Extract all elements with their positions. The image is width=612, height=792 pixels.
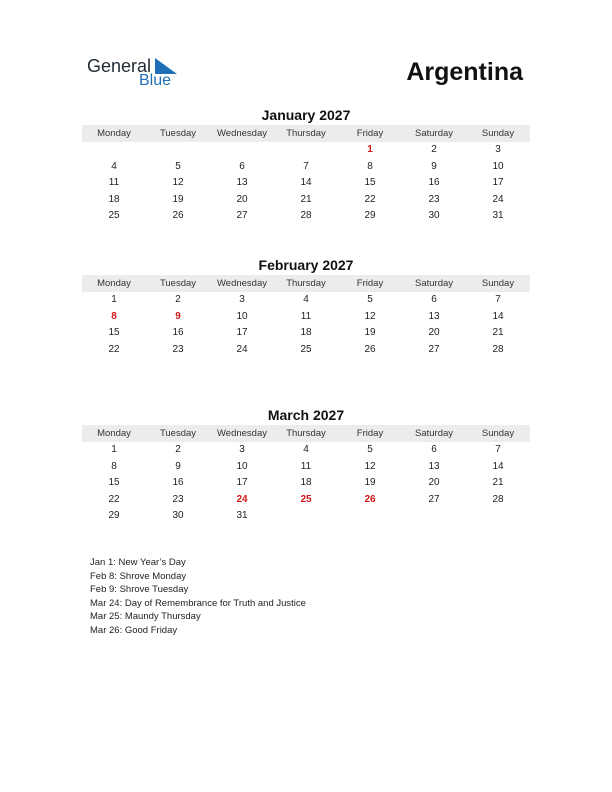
country-title: Argentina xyxy=(406,58,523,86)
day-cell: 13 xyxy=(428,460,440,472)
holiday-list-item: Mar 26: Good Friday xyxy=(90,624,178,636)
day-cell: 4 xyxy=(303,444,309,455)
day-cell: 17 xyxy=(236,477,248,488)
day-cell: 8 xyxy=(111,460,117,472)
holiday-day-cell: 8 xyxy=(111,310,117,322)
day-cell: 5 xyxy=(175,160,181,172)
weekday-label: Friday xyxy=(356,128,384,139)
day-cell xyxy=(146,142,210,159)
holiday-list-item: Mar 24: Day of Remembrance for Truth and Justice xyxy=(90,597,306,609)
day-cell: 24 xyxy=(236,343,248,355)
weekday-label: Sunday xyxy=(481,428,515,439)
holiday-day-cell: 24 xyxy=(236,493,248,505)
week-row xyxy=(82,475,530,492)
day-cell: 6 xyxy=(431,294,437,305)
day-cell: 3 xyxy=(495,144,501,155)
week-row xyxy=(82,208,530,225)
day-cell: 12 xyxy=(364,460,376,472)
day-cell: 6 xyxy=(431,444,437,455)
day-cell: 22 xyxy=(108,343,120,355)
day-cell: 1 xyxy=(111,294,117,305)
day-cell: 22 xyxy=(108,493,120,505)
month-title: January 2027 xyxy=(261,107,351,123)
weekday-label: Sunday xyxy=(481,128,515,139)
weekday-label: Thursday xyxy=(286,128,326,139)
month-title: February 2027 xyxy=(258,257,354,273)
day-cell: 28 xyxy=(492,493,504,505)
day-cell: 19 xyxy=(364,477,376,488)
day-cell: 8 xyxy=(367,160,373,172)
day-cell: 18 xyxy=(108,193,120,205)
day-cell: 14 xyxy=(492,310,504,322)
day-cell: 30 xyxy=(428,210,440,221)
day-cell: 13 xyxy=(236,177,248,188)
day-cell: 20 xyxy=(428,477,440,488)
day-cell: 4 xyxy=(111,160,117,172)
day-cell: 15 xyxy=(108,327,120,338)
weekday-label: Thursday xyxy=(286,278,326,289)
week-row xyxy=(82,142,530,159)
day-cell: 21 xyxy=(492,477,504,488)
holiday-list xyxy=(90,556,306,637)
week-row xyxy=(82,442,530,459)
weekday-label: Saturday xyxy=(414,278,454,289)
day-cell: 29 xyxy=(108,510,120,521)
weekday-label: Tuesday xyxy=(159,278,197,289)
day-cell: 6 xyxy=(239,160,245,172)
day-cell: 9 xyxy=(431,160,437,172)
week-row xyxy=(82,192,530,209)
day-cell xyxy=(210,142,274,159)
day-cell: 24 xyxy=(492,193,504,205)
holiday-list-item: Jan 1: New Year’s Day xyxy=(90,557,186,568)
weekday-label: Friday xyxy=(356,428,384,439)
day-cell: 12 xyxy=(172,177,184,188)
day-cell: 14 xyxy=(300,177,312,188)
weekday-label: Tuesday xyxy=(159,128,197,139)
day-cell: 21 xyxy=(492,327,504,338)
month-february xyxy=(82,256,530,358)
weekday-label: Wednesday xyxy=(217,278,267,289)
holiday-list-item: Feb 8: Shrove Monday xyxy=(90,570,187,582)
weekday-label: Monday xyxy=(97,128,131,139)
day-cell: 27 xyxy=(428,493,440,505)
day-cell: 7 xyxy=(495,444,501,455)
week-row xyxy=(82,492,530,509)
holiday-day-cell: 9 xyxy=(175,310,181,322)
day-cell: 5 xyxy=(367,444,373,455)
day-cell: 20 xyxy=(428,327,440,338)
day-cell: 23 xyxy=(428,193,440,205)
weekday-label: Friday xyxy=(356,278,384,289)
day-cell: 3 xyxy=(239,294,245,305)
day-cell: 23 xyxy=(172,343,184,355)
day-cell: 7 xyxy=(303,160,309,172)
day-cell: 16 xyxy=(172,327,184,338)
week-row xyxy=(82,292,530,309)
day-cell: 18 xyxy=(300,477,312,488)
day-cell: 14 xyxy=(492,460,504,472)
week-row xyxy=(82,459,530,476)
day-cell xyxy=(402,508,466,525)
weekday-label: Sunday xyxy=(481,278,515,289)
day-cell: 18 xyxy=(300,327,312,338)
weekday-label: Tuesday xyxy=(159,428,197,439)
day-cell: 5 xyxy=(367,294,373,305)
day-cell: 11 xyxy=(300,460,312,472)
day-cell: 16 xyxy=(172,477,184,488)
day-cell: 15 xyxy=(364,177,376,188)
day-cell xyxy=(338,508,402,525)
day-cell: 23 xyxy=(172,493,184,505)
day-cell: 27 xyxy=(428,343,440,355)
day-cell: 30 xyxy=(172,510,184,521)
holiday-day-cell: 1 xyxy=(367,144,373,155)
day-cell: 2 xyxy=(431,144,437,155)
day-cell: 22 xyxy=(364,193,376,205)
day-cell: 19 xyxy=(364,327,376,338)
weekday-label: Wednesday xyxy=(217,428,267,439)
day-cell: 2 xyxy=(175,444,181,455)
day-cell: 31 xyxy=(236,510,248,521)
day-cell: 28 xyxy=(300,210,312,221)
day-cell: 11 xyxy=(300,310,312,322)
holiday-day-cell: 25 xyxy=(300,493,312,505)
day-cell: 4 xyxy=(303,294,309,305)
month-january xyxy=(82,106,530,225)
weekday-header-row xyxy=(82,425,530,442)
day-cell: 1 xyxy=(111,444,117,455)
day-cell: 17 xyxy=(492,177,504,188)
holiday-list-item: Mar 25: Maundy Thursday xyxy=(90,611,201,622)
day-cell: 11 xyxy=(108,177,120,188)
day-cell: 19 xyxy=(172,193,184,205)
day-cell: 7 xyxy=(495,294,501,305)
day-cell: 26 xyxy=(172,210,184,221)
day-cell: 3 xyxy=(239,444,245,455)
day-cell xyxy=(82,142,146,159)
weekday-label: Monday xyxy=(97,278,131,289)
week-row xyxy=(82,508,530,525)
day-cell: 27 xyxy=(236,210,248,221)
logo-general-text: General xyxy=(87,56,152,76)
day-cell: 20 xyxy=(236,193,248,205)
week-row xyxy=(82,309,530,326)
day-cell xyxy=(466,508,530,525)
day-cell: 12 xyxy=(364,310,376,322)
day-cell: 25 xyxy=(300,343,312,355)
day-cell: 17 xyxy=(236,327,248,338)
month-title: March 2027 xyxy=(267,407,345,423)
weekday-header-row xyxy=(82,275,530,292)
week-row xyxy=(82,342,530,359)
day-cell: 29 xyxy=(364,210,376,221)
weekday-label: Thursday xyxy=(286,428,326,439)
day-cell xyxy=(274,508,338,525)
holiday-list-item: Feb 9: Shrove Tuesday xyxy=(90,584,189,595)
week-row xyxy=(82,175,530,192)
day-cell: 21 xyxy=(300,193,312,205)
week-row xyxy=(82,159,530,176)
day-cell: 13 xyxy=(428,310,440,322)
weekday-label: Wednesday xyxy=(217,128,267,139)
weekday-label: Monday xyxy=(97,428,131,439)
weekday-label: Saturday xyxy=(414,428,454,439)
day-cell: 31 xyxy=(492,210,504,221)
week-row xyxy=(82,325,530,342)
day-cell: 15 xyxy=(108,477,120,488)
day-cell: 16 xyxy=(428,177,440,188)
day-cell: 2 xyxy=(175,294,181,305)
day-cell: 28 xyxy=(492,343,504,355)
weekday-header-row xyxy=(82,125,530,142)
holiday-day-cell: 26 xyxy=(364,493,376,505)
day-cell: 10 xyxy=(236,460,248,472)
day-cell: 25 xyxy=(108,210,120,221)
day-cell xyxy=(274,142,338,159)
day-cell: 10 xyxy=(492,160,504,172)
day-cell: 26 xyxy=(364,343,376,355)
day-cell: 10 xyxy=(236,310,248,322)
weekday-label: Saturday xyxy=(414,128,454,139)
generalblue-logo xyxy=(87,56,187,92)
logo-blue-text: Blue xyxy=(139,72,172,89)
month-march xyxy=(82,406,530,525)
day-cell: 9 xyxy=(175,460,181,472)
